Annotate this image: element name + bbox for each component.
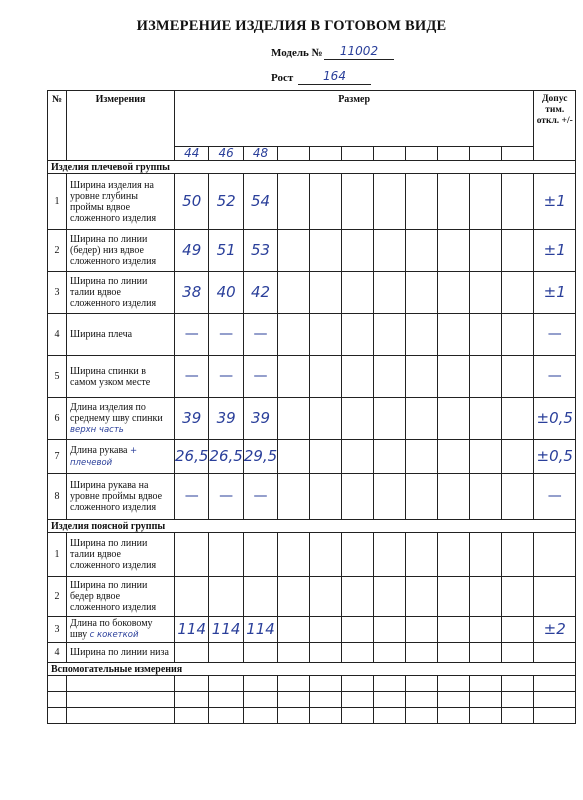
value-cell	[342, 533, 374, 577]
row-name-cell	[67, 440, 175, 474]
value-cell	[342, 272, 374, 314]
value-cell	[470, 577, 502, 617]
blank-cell	[48, 676, 67, 692]
size-cell	[470, 147, 502, 161]
value-cell	[374, 174, 406, 230]
measurement-row	[48, 577, 576, 617]
value-cell	[470, 398, 502, 440]
blank-cell	[534, 708, 576, 724]
blank-cell	[534, 676, 576, 692]
model-field	[271, 44, 471, 65]
value-cell	[374, 356, 406, 398]
value-cell	[278, 533, 310, 577]
value-cell: 50	[175, 174, 209, 230]
row-name: Длина рукава	[70, 444, 128, 456]
value-cell	[438, 230, 470, 272]
value-cell	[406, 356, 438, 398]
blank-cell	[534, 692, 576, 708]
size-cell	[310, 147, 342, 161]
value-cell	[406, 314, 438, 356]
row-name: Ширина изделия на уровне глубины проймы вдвое сложенного изделия	[70, 179, 157, 224]
value-cell	[502, 577, 534, 617]
value-cell: 40	[209, 272, 243, 314]
value-cell	[406, 272, 438, 314]
value-cell: 39	[175, 398, 209, 440]
section-row	[48, 161, 576, 174]
section-row	[48, 520, 576, 533]
value-cell	[502, 617, 534, 643]
measurement-row	[48, 440, 576, 474]
row-name: Ширина по линии талии вдвое сложенного изделия	[70, 276, 157, 309]
blank-cell	[243, 708, 277, 724]
height-field	[271, 69, 471, 90]
value-cell	[342, 230, 374, 272]
row-name-cell	[67, 577, 175, 617]
value-cell: 51	[209, 230, 243, 272]
blank-row	[48, 708, 576, 724]
value-cell	[502, 398, 534, 440]
value-cell: —	[243, 314, 277, 356]
blank-cell	[502, 692, 534, 708]
value-cell	[278, 398, 310, 440]
size-cell	[278, 147, 310, 161]
row-number: 7	[48, 440, 67, 474]
row-name: Ширина плеча	[70, 329, 133, 340]
document-title: ИЗМЕРЕНИЕ ИЗДЕЛИЯ В ГОТОВОМ ВИДЕ	[136, 18, 447, 34]
value-cell	[438, 398, 470, 440]
row-name-cell	[67, 272, 175, 314]
size-cell	[342, 147, 374, 161]
value-cell	[243, 643, 277, 663]
value-cell	[278, 617, 310, 643]
model-label: Модель №	[271, 47, 323, 59]
row-name: Ширина по линии бедер вдвое сложенного изделия	[70, 580, 157, 613]
value-cell	[278, 356, 310, 398]
measurement-row	[48, 533, 576, 577]
value-cell	[470, 617, 502, 643]
row-number: 6	[48, 398, 67, 440]
value-cell	[278, 643, 310, 663]
value-cell: —	[175, 314, 209, 356]
value-cell	[470, 314, 502, 356]
height-label: Рост	[271, 72, 294, 84]
measurement-row	[48, 398, 576, 440]
row-name: Ширина по линии талии вдвое сложенного изделия	[70, 538, 157, 571]
blank-cell	[175, 708, 209, 724]
section-title: Изделия плечевой группы	[48, 161, 576, 174]
blank-cell	[342, 676, 374, 692]
section-title: Вспомогательные измерения	[48, 663, 576, 676]
row-name: Ширина спинки в самом узком месте	[70, 365, 151, 388]
value-cell	[406, 398, 438, 440]
row-number: 5	[48, 356, 67, 398]
row-number: 1	[48, 533, 67, 577]
value-cell	[278, 174, 310, 230]
value-cell	[209, 643, 243, 663]
value-cell: 29,5	[243, 440, 277, 474]
blank-cell	[243, 676, 277, 692]
blank-cell	[502, 676, 534, 692]
row-name: Ширина по линии (бедер) низ вдвое сложенного изделия	[70, 234, 157, 267]
value-cell	[374, 577, 406, 617]
blank-cell	[438, 692, 470, 708]
row-name-cell	[67, 474, 175, 520]
table-body	[48, 91, 576, 724]
value-cell	[342, 440, 374, 474]
value-cell: 114	[209, 617, 243, 643]
blank-cell	[470, 676, 502, 692]
blank-cell	[209, 692, 243, 708]
size-cell: 46	[209, 147, 243, 161]
blank-cell	[278, 676, 310, 692]
row-number: 4	[48, 643, 67, 663]
value-cell: —	[243, 474, 277, 520]
blank-cell	[175, 676, 209, 692]
blank-cell	[374, 708, 406, 724]
row-number: 2	[48, 230, 67, 272]
value-cell	[278, 577, 310, 617]
value-cell	[310, 440, 342, 474]
value-cell: 26,5	[209, 440, 243, 474]
measurement-row	[48, 230, 576, 272]
value-cell	[342, 174, 374, 230]
row-note: верхн часть	[70, 424, 124, 435]
value-cell	[502, 533, 534, 577]
blank-cell	[406, 676, 438, 692]
tolerance-cell: ±1	[534, 230, 576, 272]
blank-cell	[209, 708, 243, 724]
blank-cell	[310, 692, 342, 708]
header-measure: Измерения	[67, 91, 175, 161]
value-cell	[406, 643, 438, 663]
value-cell	[310, 314, 342, 356]
value-cell	[374, 643, 406, 663]
value-cell: 54	[243, 174, 277, 230]
value-cell	[342, 474, 374, 520]
value-cell: 39	[209, 398, 243, 440]
value-cell	[374, 617, 406, 643]
row-number: 3	[48, 617, 67, 643]
value-cell	[502, 314, 534, 356]
row-name-cell	[67, 643, 175, 663]
row-name-cell	[67, 617, 175, 643]
value-cell	[342, 643, 374, 663]
blank-cell	[67, 692, 175, 708]
value-cell	[438, 643, 470, 663]
value-cell	[243, 577, 277, 617]
value-cell	[342, 314, 374, 356]
blank-cell	[48, 692, 67, 708]
value-cell	[438, 356, 470, 398]
section-title: Изделия поясной группы	[48, 520, 576, 533]
measurement-table	[47, 90, 576, 724]
value-cell	[406, 577, 438, 617]
value-cell: 49	[175, 230, 209, 272]
row-number: 3	[48, 272, 67, 314]
value-cell	[438, 474, 470, 520]
value-cell	[438, 272, 470, 314]
value-cell: 39	[243, 398, 277, 440]
value-cell	[310, 474, 342, 520]
row-name: Длина изделия по среднему шву спинки	[70, 401, 163, 424]
value-cell	[502, 356, 534, 398]
row-name-cell	[67, 356, 175, 398]
value-cell	[278, 474, 310, 520]
value-cell: 38	[175, 272, 209, 314]
row-name: Длина по боковому шву	[70, 618, 153, 640]
value-cell	[310, 398, 342, 440]
blank-cell	[209, 676, 243, 692]
measurement-row	[48, 174, 576, 230]
header-row	[48, 91, 576, 147]
blank-row	[48, 692, 576, 708]
value-cell	[406, 474, 438, 520]
row-name-cell	[67, 230, 175, 272]
row-number: 8	[48, 474, 67, 520]
value-cell: 53	[243, 230, 277, 272]
value-cell	[175, 643, 209, 663]
value-cell: 26,5	[175, 440, 209, 474]
measurement-row	[48, 617, 576, 643]
blank-cell	[342, 692, 374, 708]
value-cell	[470, 356, 502, 398]
value-cell	[470, 643, 502, 663]
measurement-row	[48, 356, 576, 398]
value-cell: 52	[209, 174, 243, 230]
value-cell	[374, 314, 406, 356]
tolerance-cell: —	[534, 474, 576, 520]
value-cell	[406, 617, 438, 643]
section-row	[48, 663, 576, 676]
value-cell	[502, 643, 534, 663]
blank-cell	[67, 708, 175, 724]
blank-cell	[438, 708, 470, 724]
blank-cell	[406, 692, 438, 708]
value-cell	[470, 533, 502, 577]
blank-cell	[67, 676, 175, 692]
value-cell	[342, 577, 374, 617]
header-num: №	[48, 91, 67, 161]
measurement-row	[48, 474, 576, 520]
blank-cell	[406, 708, 438, 724]
tolerance-cell: —	[534, 356, 576, 398]
value-cell	[310, 617, 342, 643]
value-cell	[175, 577, 209, 617]
blank-cell	[243, 692, 277, 708]
blank-cell	[374, 676, 406, 692]
blank-cell	[374, 692, 406, 708]
value-cell: —	[209, 474, 243, 520]
blank-cell	[470, 692, 502, 708]
value-cell: —	[209, 356, 243, 398]
value-cell: —	[243, 356, 277, 398]
tolerance-cell	[534, 643, 576, 663]
value-cell	[406, 533, 438, 577]
row-name-cell	[67, 533, 175, 577]
height-value: 164	[298, 69, 371, 85]
blank-cell	[175, 692, 209, 708]
measurement-row	[48, 314, 576, 356]
value-cell	[278, 314, 310, 356]
value-cell	[243, 533, 277, 577]
value-cell	[406, 174, 438, 230]
value-cell: 114	[175, 617, 209, 643]
blank-cell	[278, 692, 310, 708]
value-cell	[470, 230, 502, 272]
row-note: с кокеткой	[89, 630, 139, 640]
value-cell	[406, 440, 438, 474]
blank-cell	[310, 708, 342, 724]
value-cell	[374, 230, 406, 272]
value-cell	[438, 577, 470, 617]
size-cell	[502, 147, 534, 161]
row-number: 1	[48, 174, 67, 230]
measurement-row	[48, 643, 576, 663]
value-cell	[342, 398, 374, 440]
blank-cell	[278, 708, 310, 724]
value-cell	[209, 533, 243, 577]
header-tolerance: Допус тим. откл. +/-	[534, 91, 576, 161]
value-cell	[374, 474, 406, 520]
value-cell	[342, 356, 374, 398]
size-cell: 44	[175, 147, 209, 161]
row-note: + плечевой	[70, 445, 138, 468]
value-cell	[470, 272, 502, 314]
size-cell	[406, 147, 438, 161]
value-cell	[374, 398, 406, 440]
value-cell	[310, 577, 342, 617]
value-cell	[438, 533, 470, 577]
tolerance-cell: ±0,5	[534, 398, 576, 440]
tolerance-cell: ±1	[534, 174, 576, 230]
row-number: 4	[48, 314, 67, 356]
row-name-cell	[67, 314, 175, 356]
value-cell	[310, 230, 342, 272]
value-cell	[470, 174, 502, 230]
row-name: Ширина рукава на уровне проймы вдвое сложенного изделия	[70, 480, 163, 513]
value-cell	[470, 440, 502, 474]
tolerance-cell: ±0,5	[534, 440, 576, 474]
value-cell	[374, 533, 406, 577]
value-cell: —	[209, 314, 243, 356]
size-cell: 48	[243, 147, 277, 161]
value-cell: —	[175, 474, 209, 520]
value-cell	[310, 272, 342, 314]
blank-cell	[438, 676, 470, 692]
value-cell	[502, 174, 534, 230]
value-cell: —	[175, 356, 209, 398]
value-cell	[502, 272, 534, 314]
blank-cell	[470, 708, 502, 724]
value-cell	[310, 356, 342, 398]
row-name-cell	[67, 174, 175, 230]
value-cell	[278, 272, 310, 314]
blank-row	[48, 676, 576, 692]
tolerance-cell: ±2	[534, 617, 576, 643]
value-cell	[278, 440, 310, 474]
tolerance-cell: —	[534, 314, 576, 356]
value-cell	[502, 474, 534, 520]
value-cell	[438, 617, 470, 643]
size-cell	[374, 147, 406, 161]
blank-cell	[310, 676, 342, 692]
value-cell	[438, 174, 470, 230]
model-value: 11002	[324, 44, 394, 60]
tolerance-cell	[534, 577, 576, 617]
row-name: Ширина по линии низа	[70, 647, 169, 658]
header-size: Размер	[175, 91, 534, 147]
row-name-cell	[67, 398, 175, 440]
value-cell	[310, 174, 342, 230]
value-cell	[310, 533, 342, 577]
value-cell	[310, 643, 342, 663]
value-cell	[374, 440, 406, 474]
value-cell	[175, 533, 209, 577]
value-cell	[374, 272, 406, 314]
size-cell	[438, 147, 470, 161]
value-cell: 114	[243, 617, 277, 643]
value-cell	[209, 577, 243, 617]
value-cell	[342, 617, 374, 643]
blank-cell	[48, 708, 67, 724]
value-cell	[438, 314, 470, 356]
value-cell	[470, 474, 502, 520]
value-cell	[502, 230, 534, 272]
tolerance-cell	[534, 533, 576, 577]
value-cell: 42	[243, 272, 277, 314]
blank-cell	[342, 708, 374, 724]
measurement-row	[48, 272, 576, 314]
tolerance-cell: ±1	[534, 272, 576, 314]
value-cell	[406, 230, 438, 272]
value-cell	[502, 440, 534, 474]
value-cell	[278, 230, 310, 272]
row-number: 2	[48, 577, 67, 617]
blank-cell	[502, 708, 534, 724]
value-cell	[438, 440, 470, 474]
